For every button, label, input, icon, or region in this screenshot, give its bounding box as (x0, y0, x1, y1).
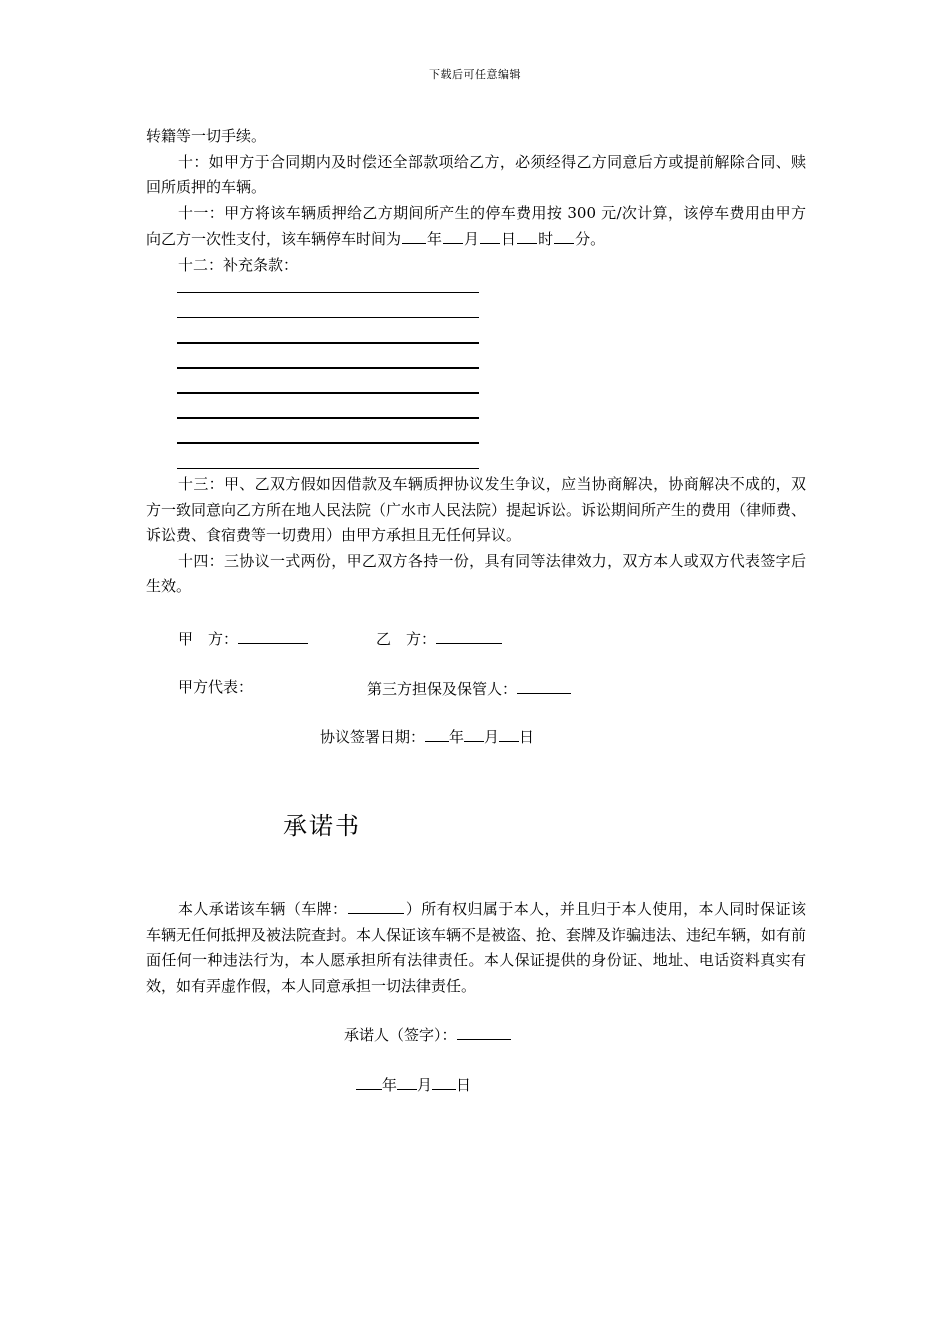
blank-line (177, 417, 479, 418)
sign-date (320, 724, 534, 747)
clause-11-text: 十一：甲方将该车辆质押给乙方期间所产生的停车费用按 300 元/次计算，该停车费用由甲方向乙方一次性支付，该车辆停车时间为 (146, 203, 806, 248)
clause-14: 十四：三协议一式两份，甲乙双方各持一份，具有同等法律效力，双方本人或双方代表签字后生效。 (146, 551, 806, 595)
pledge-signer-blank (457, 1022, 511, 1040)
continued-line: 转籍等一切手续。 (146, 127, 267, 145)
blank-line (177, 367, 479, 368)
blank-line (177, 342, 479, 343)
third-party-signature (367, 676, 571, 699)
blank-line (177, 317, 479, 318)
clause-12: 十二：补充条款： (178, 255, 299, 274)
pledge-text (146, 896, 806, 999)
clause-10: 十：如甲方于合同期内及时偿还全部款项给乙方，必须经得乙方同意后方或提前解除合同、赎回所质押的车辆。 (146, 152, 806, 196)
year-blank (425, 724, 449, 742)
month-blank (464, 724, 484, 742)
pledge-text-part1: 本人承诺该车辆（车牌： (178, 900, 348, 918)
day-blank (499, 724, 519, 742)
party-b-label: 乙 方： (376, 630, 437, 648)
party-a-blank (238, 626, 308, 644)
party-a-signature (178, 626, 308, 649)
pledge-title: 承诺书 (283, 812, 361, 840)
blank-line (177, 442, 479, 443)
third-party-blank (517, 676, 571, 694)
year-label: 年 (382, 1076, 398, 1094)
party-a-rep: 甲方代表： (178, 678, 254, 696)
party-a-label: 甲 方： (178, 630, 239, 648)
pledge-body (146, 896, 806, 999)
month-blank (443, 226, 463, 244)
hour-label: 时 (538, 230, 554, 248)
pledge-signer-label: 承诺人（签字）： (344, 1026, 457, 1044)
minute-blank (554, 226, 574, 244)
clause-13: 十三：甲、乙双方假如因借款及车辆质押协议发生争议，应当协商解决，协商解决不成的，双方一致同意向乙方所在地人民法院（广水市人民法院）提起诉讼。诉讼期间所产生的费用（律师费、诉讼费、食宿费等一切费用）由甲方承担且无任何异议。 (146, 475, 807, 544)
contract-body-2 (146, 472, 806, 600)
plate-blank (348, 896, 404, 914)
supplementary-lines (177, 292, 479, 493)
pledge-text-part2: ）所有权归属于本人，并且归于本人使用，本人同时保证该车辆无任何抵押及被法院查封。本人保证该车辆不是被盗、抢、套牌及诈骗违法、违纪车辆，如有前面任何一种违法行为，本人愿承担所有法律责任。本人保证提供的身份证、地址、电话资料真实有效，如有弄虚作假，本人同意承担一切法律责任。 (146, 900, 807, 995)
month-label: 月 (464, 230, 480, 248)
third-party-label: 第三方担保及保管人： (367, 680, 518, 698)
month-label: 月 (417, 1076, 433, 1094)
hour-blank (517, 226, 537, 244)
month-label: 月 (484, 728, 500, 746)
pledge-signer (344, 1022, 511, 1045)
clause-11 (146, 201, 806, 253)
day-label: 日 (456, 1076, 472, 1094)
party-b-blank (436, 626, 502, 644)
party-b-signature (376, 626, 502, 649)
page-header: 下载后可任意编辑 (429, 68, 521, 81)
sign-date-label: 协议签署日期： (320, 728, 426, 746)
year-label: 年 (449, 728, 465, 746)
contract-body (146, 124, 806, 278)
blank-line (177, 468, 479, 469)
blank-line (177, 292, 479, 293)
year-blank (356, 1072, 382, 1090)
day-label: 日 (519, 728, 535, 746)
year-label: 年 (427, 230, 443, 248)
month-blank (397, 1072, 417, 1090)
day-blank (432, 1072, 456, 1090)
minute-label: 分。 (575, 230, 606, 248)
blank-line (177, 392, 479, 393)
pledge-date (356, 1072, 471, 1095)
year-blank (402, 226, 426, 244)
day-label: 日 (501, 230, 517, 248)
day-blank (480, 226, 500, 244)
